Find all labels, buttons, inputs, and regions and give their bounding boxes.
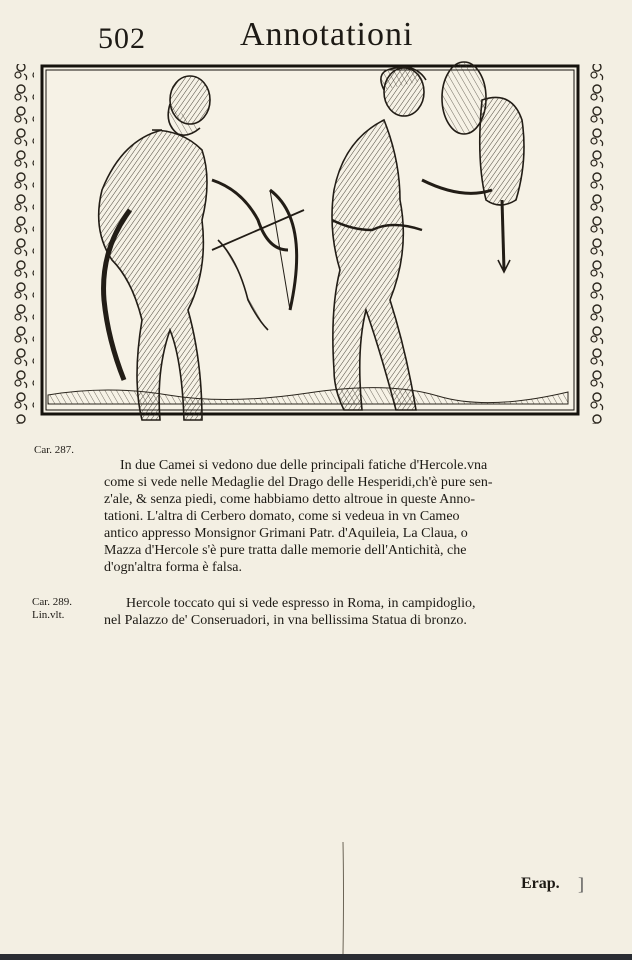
page-crease xyxy=(342,842,344,954)
left-ornament-border xyxy=(12,64,34,424)
text-line: Mazza d'Hercole s'è pure tratta dalle memorie dell'Antichità, che xyxy=(104,543,467,558)
text-line: nel Palazzo de' Conseruadori, in vna bellissima Statua di bronzo. xyxy=(104,613,467,628)
right-ornament-border xyxy=(586,64,608,424)
margin-note-line: Car. 287. xyxy=(34,444,75,456)
running-title: Annotationi xyxy=(240,16,414,53)
viewer-bottom-bar xyxy=(0,954,632,960)
catchword: Erap. xyxy=(521,875,560,892)
bracket-mark: ] xyxy=(578,874,584,894)
text-line: antico appresso Monsignor Grimani Patr. d'Aquileia, La Claua, o xyxy=(104,526,468,541)
text-line: Hercole toccato qui si vede espresso in Roma, in campidoglio, xyxy=(126,596,476,611)
paragraph-cameos xyxy=(104,457,584,576)
margin-note-car-287 xyxy=(34,444,74,457)
text-line: In due Camei si vedono due delle principali fatiche d'Hercole.vna xyxy=(120,458,488,473)
page-number: 502 xyxy=(98,22,146,55)
text-line: tationi. L'altra di Cerbero domato, come si vedeua in vn Cameo xyxy=(104,509,460,524)
paragraph-statue xyxy=(104,595,584,629)
woodcut-illustration xyxy=(12,60,608,430)
text-line: z'ale, & senza piedi, come habbiamo detto altroue in queste Anno- xyxy=(104,492,476,507)
margin-note-line: Lin.vlt. xyxy=(32,609,65,621)
margin-note-line: Car. 289. xyxy=(32,596,73,608)
text-line: d'ogn'altra forma è falsa. xyxy=(104,560,242,575)
margin-note-car-289 xyxy=(32,596,72,622)
text-line: come si vede nelle Medaglie del Drago delle Hesperidi,ch'è pure sen- xyxy=(104,475,493,490)
